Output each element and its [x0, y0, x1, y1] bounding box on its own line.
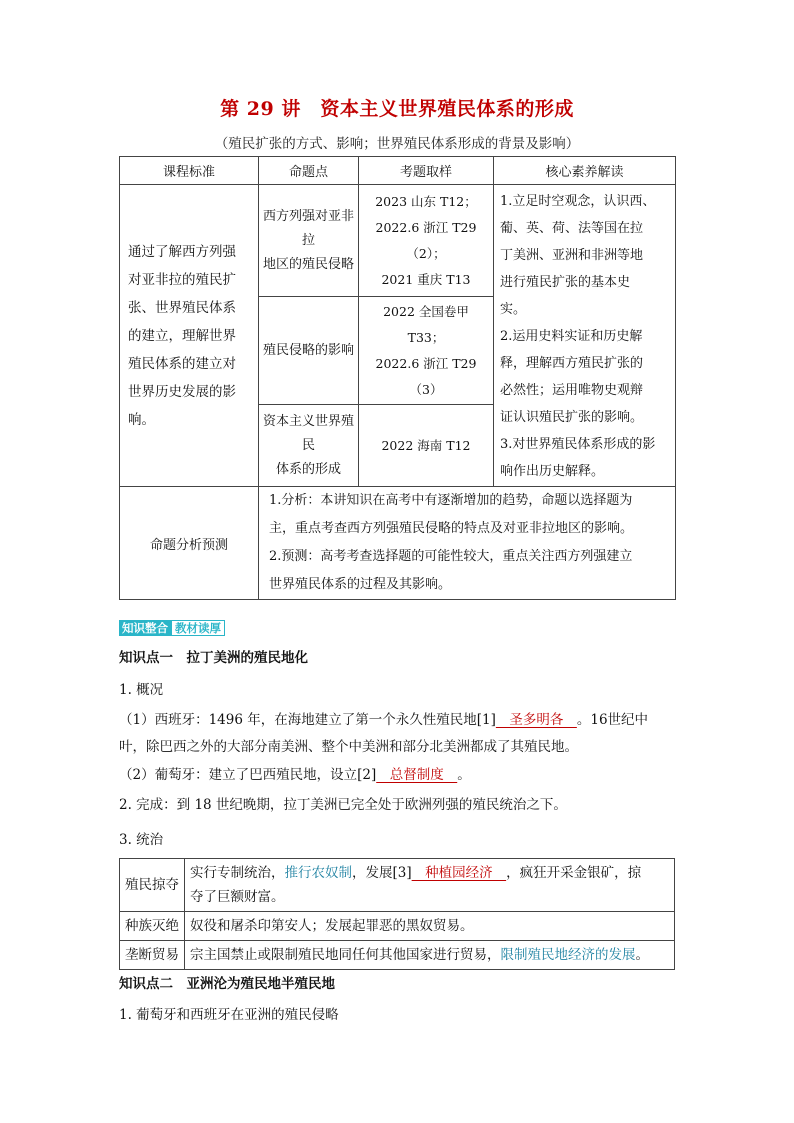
kp2-heading: 知识点二 亚洲沦为殖民地半殖民地	[119, 976, 335, 992]
kp1-s1: 1. 概况	[119, 682, 164, 698]
exam-cell-1: 2023 山东 T12； 2022.6 浙江 T29 （2）； 2021 重庆 T13	[359, 185, 494, 297]
header-standard: 课程标准	[120, 157, 259, 185]
kp1-p1-cont: 叶，除巴西之外的大部分南美洲、整个中美洲和部分北美洲都成了其殖民地。	[119, 739, 578, 755]
page-subtitle: （殖民扩张的方式、影响；世界殖民体系形成的背景及影响）	[214, 136, 580, 152]
badge-textbook: 教材读厚	[171, 620, 225, 636]
rule-label-3: 垄断贸易	[120, 941, 185, 970]
kp1-s3: 3. 统治	[119, 832, 164, 848]
header-core: 核心素养解读	[494, 157, 676, 185]
rule-label-2: 种族灭绝	[120, 912, 185, 941]
page-title: 第 29 讲 资本主义世界殖民体系的形成	[220, 98, 574, 120]
point-cell-1: 西方列强对亚非 拉 地区的殖民侵略	[259, 185, 359, 297]
prediction-cell: 1.分析：本讲知识在高考中有逐渐增加的趋势，命题以选择题为 主，重点考查西方列强殖民侵略的特点及对亚非拉地区的影响。 2.预测：高考考查选择题的可能性较大，重点关注西方列强建立 世界殖民体系的过程及其影响。	[259, 487, 676, 600]
kp1-heading: 知识点一 拉丁美洲的殖民地化	[119, 650, 308, 666]
header-point: 命题点	[259, 157, 359, 185]
point-cell-2: 殖民侵略的影响	[259, 297, 359, 405]
curriculum-table	[119, 156, 676, 600]
answer-2: 总督制度	[376, 767, 458, 783]
point-cell-3: 资本主义世界殖 民 体系的形成	[259, 405, 359, 487]
kp1-p1: （1）西班牙：1496 年，在海地建立了第一个永久性殖民地[1] 圣多明各 。16世纪中	[119, 712, 649, 728]
answer-1: 圣多明各	[495, 712, 577, 728]
rule-text-2: 奴役和屠杀印第安人；发展起罪恶的黑奴贸易。	[185, 912, 675, 941]
rule-label-1: 殖民掠夺	[120, 859, 185, 912]
kp1-s2: 2. 完成：到 18 世纪晚期，拉丁美洲已完全处于欧洲列强的殖民统治之下。	[119, 797, 567, 813]
kp1-p2: （2）葡萄牙：建立了巴西殖民地，设立[2] 总督制度 。	[119, 767, 471, 783]
header-exam: 考题取样	[359, 157, 494, 185]
kp2-s1: 1. 葡萄牙和西班牙在亚洲的殖民侵略	[119, 1007, 339, 1023]
exam-cell-3: 2022 海南 T12	[359, 405, 494, 487]
badge-knowledge: 知识整合	[119, 620, 171, 636]
rule-text-1: 实行专制统治，推行农奴制，发展[3] 种植园经济 ，疯狂开采金银矿，掠 夺了巨额财富。	[185, 859, 675, 912]
table-header-row	[120, 157, 676, 185]
exam-cell-2: 2022 全国卷甲 T33； 2022.6 浙江 T29 （3）	[359, 297, 494, 405]
standard-cell: 通过了解西方列强 对亚非拉的殖民扩 张、世界殖民体系 的建立，理解世界 殖民体系的建立对 世界历史发展的影 响。	[120, 185, 259, 487]
core-literacy-cell: 1.立足时空观念，认识西、 葡、英、荷、法等国在拉 丁美洲、亚洲和非洲等地 进行殖民扩张的基本史 实。 2.运用史料实证和历史解 释，理解西方殖民扩张的 必然性；运用唯物史观辩 证认识殖民扩张的影响。 3.对世界殖民体系形成的影 响作出历史解释。	[494, 185, 676, 487]
answer-3: 种植园经济	[411, 865, 507, 881]
section-badge	[119, 620, 225, 636]
prediction-label: 命题分析预测	[120, 487, 259, 600]
rule-table	[119, 858, 675, 970]
rule-text-3: 宗主国禁止或限制殖民地同任何其他国家进行贸易，限制殖民地经济的发展。	[185, 941, 675, 970]
